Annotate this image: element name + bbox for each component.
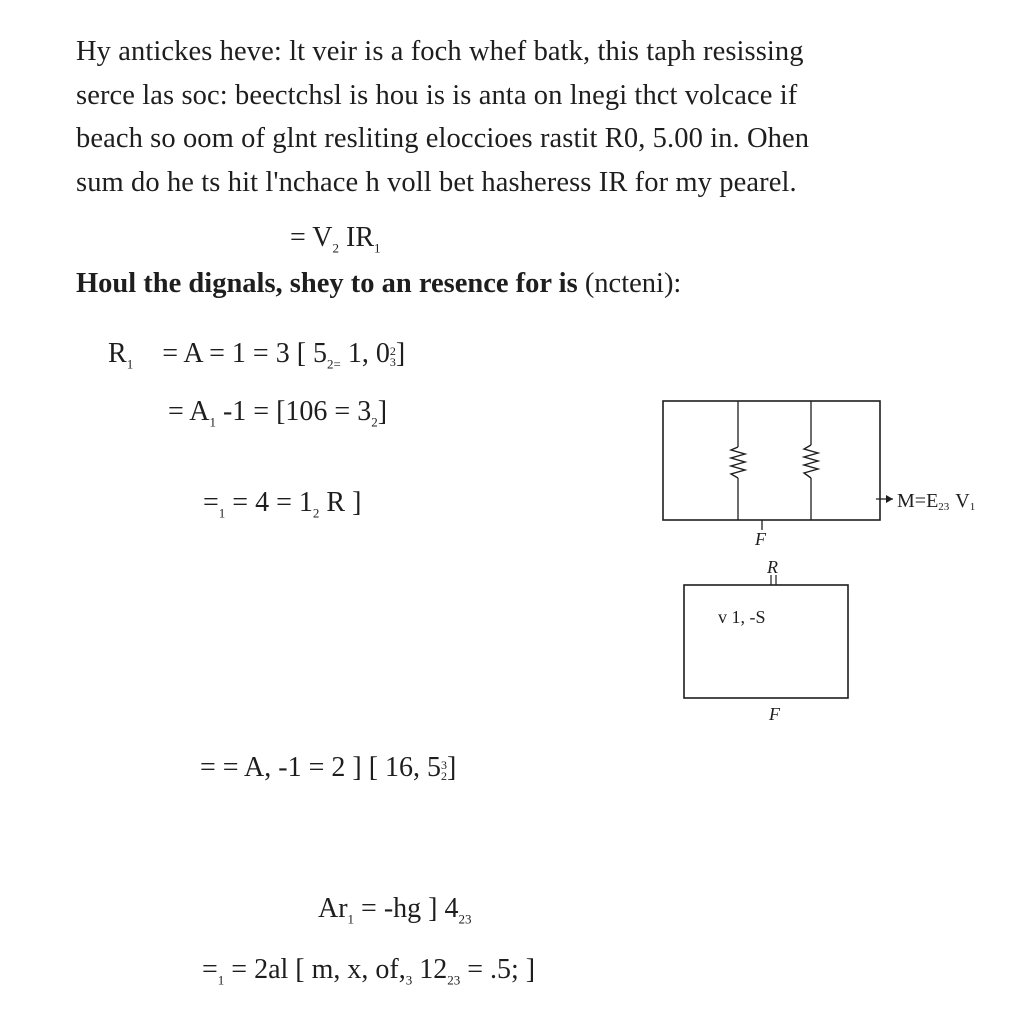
label-r: R xyxy=(767,557,778,577)
eq-subscript: 2= xyxy=(327,356,341,372)
eq-text: = 4 = 1 xyxy=(225,487,313,518)
frac-bottom: 2 xyxy=(441,769,448,783)
heading-text: Houl the dignals, shey to an resence for is xyxy=(76,268,585,299)
eq-text: = V xyxy=(290,222,333,253)
eq-subscript: 1 xyxy=(374,240,381,256)
frac-bottom: 3 xyxy=(389,355,396,369)
eq-text: = A = 1 = 3 [ 5 xyxy=(162,338,328,369)
paragraph-line: sum do he ts hit l'nchace h voll bet hasheress IR for my pearel. xyxy=(76,166,797,198)
paragraph-line: Hy antickes heve: lt veir is a foch whef batk, this taph resissing xyxy=(76,36,804,67)
eq-subscript: 3 xyxy=(405,972,413,988)
eq-lhs: R xyxy=(108,338,127,369)
eq-subscript: 23 xyxy=(447,972,461,988)
resistor-2-icon xyxy=(804,445,818,478)
eq-text: ] xyxy=(377,396,388,427)
eq-text: = .5; ] xyxy=(460,954,536,985)
eq-text: = A xyxy=(168,396,210,427)
eq-text: = 2al [ m, x, of, xyxy=(224,954,406,985)
eq-text: IR xyxy=(339,222,375,253)
eq-text: 1, 0 xyxy=(340,338,390,369)
eq-text: 12 xyxy=(412,954,448,985)
eq-text: Ar xyxy=(318,893,348,924)
frac-top: 2 xyxy=(389,344,396,358)
eq-text: R ] xyxy=(319,487,362,518)
eq-text: ] xyxy=(395,338,406,369)
eq-text: = xyxy=(203,487,219,518)
eq-text: -1 = [106 = 3 xyxy=(215,396,372,427)
eq-text: = = A, -1 = 2 ] [ 16, 5 xyxy=(200,752,442,783)
resistor-1-icon xyxy=(731,447,745,478)
eq-subscript: 1 xyxy=(126,356,134,372)
eq-text: = xyxy=(202,954,218,985)
circuit-lower-box xyxy=(684,585,848,698)
eq-subscript: 1 xyxy=(347,911,355,927)
eq-text: = -hg ] 4 xyxy=(354,893,459,924)
eq-subscript: 2 xyxy=(312,505,320,521)
frac-top: 3 xyxy=(441,758,448,772)
heading-paren: (ncteni): xyxy=(584,268,682,299)
eq-subscript: 2 xyxy=(371,414,378,430)
eq-subscript: 2 xyxy=(332,240,340,256)
eq-subscript: 1 xyxy=(217,972,225,988)
eq-subscript: 1 xyxy=(209,414,216,430)
label-f-bottom: F xyxy=(769,704,780,724)
paragraph-line: beach so oom of glnt resliting eloccioes rastit R0, 5.00 in. Ohen xyxy=(76,123,810,154)
circuit-upper-box xyxy=(663,401,880,520)
box-label: v 1, -S xyxy=(718,607,766,627)
eq-subscript: 1 xyxy=(218,505,226,521)
eq-subscript: 23 xyxy=(458,911,472,927)
arrow-right-icon xyxy=(886,495,893,503)
output-label: M=E23 V1 xyxy=(897,490,976,513)
paragraph-line: serce las soc: beectchsl is hou is is anta on lnegi thct volcace if xyxy=(76,79,798,111)
label-f-top: F xyxy=(755,529,766,549)
eq-text: ] xyxy=(447,752,457,783)
